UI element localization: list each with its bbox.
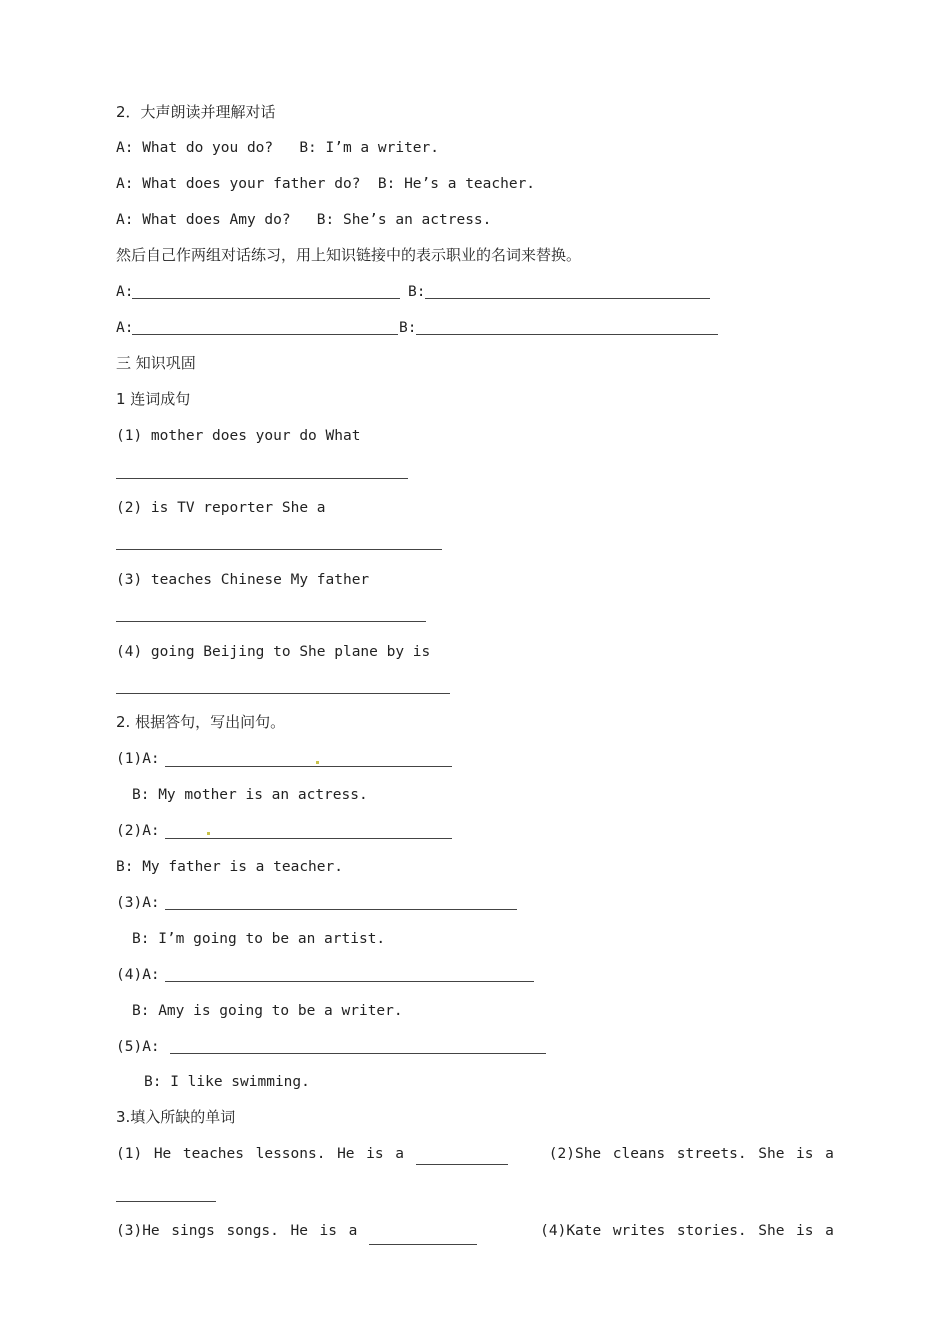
question-blank-1[interactable]: [165, 766, 452, 767]
fill-row-2: [116, 1221, 834, 1245]
answer-5: B: I like swimming.: [144, 1074, 310, 1090]
answer-2: B: My father is a teacher.: [116, 859, 343, 875]
scramble-answer-4[interactable]: [116, 693, 450, 694]
dialogue-line-1: A: What do you do? B: I’m a writer.: [116, 140, 440, 156]
fill-word: He: [337, 1146, 355, 1162]
fill-blank-1[interactable]: [416, 1144, 508, 1165]
fill-word: is: [796, 1223, 814, 1239]
fill-word: a: [348, 1223, 358, 1239]
practice-a-label-2: A:: [116, 320, 134, 336]
practice-a-blank-2[interactable]: [132, 334, 398, 335]
fill-blank-2[interactable]: [116, 1201, 216, 1202]
question-label-2: (2)A:: [116, 823, 160, 839]
fill-word: a: [825, 1223, 834, 1239]
question-label-4: (4)A:: [116, 967, 160, 983]
practice-b-blank-1[interactable]: [425, 298, 710, 299]
fill-blank-3[interactable]: [369, 1224, 477, 1245]
fill-word: sings: [171, 1223, 215, 1239]
question-blank-5[interactable]: [170, 1053, 546, 1054]
fill-row-1: [116, 1144, 834, 1165]
answer-4: B: Amy is going to be a writer.: [132, 1003, 403, 1019]
scramble-answer-3[interactable]: [116, 621, 426, 622]
fill-word: (4)Kate: [540, 1223, 602, 1239]
fill-word: a: [395, 1146, 404, 1162]
scramble-item-1: (1) mother does your do What: [116, 428, 361, 444]
fill-word: writes: [612, 1223, 666, 1239]
answer-3: B: I’m going to be an artist.: [132, 931, 386, 947]
fill-word: is: [319, 1223, 338, 1239]
fill-word: stories.: [676, 1223, 747, 1239]
dialogue-instruction: 然后自己作两组对话练习，用上知识链接中的表示职业的名词来替换。: [116, 246, 582, 264]
practice-b-label-1: B:: [408, 284, 426, 300]
fill-word: lessons.: [255, 1146, 326, 1162]
dialogue-line-2: A: What does your father do? B: He’s a teacher.: [116, 176, 536, 192]
fill-word: cleans: [612, 1146, 666, 1162]
fill-word: streets.: [676, 1146, 747, 1162]
part2-heading: 2. 根据答句，写出问句。: [116, 713, 286, 731]
scramble-item-2: (2) is TV reporter She a: [116, 500, 326, 516]
fill-word: (2)She: [548, 1146, 602, 1162]
scramble-item-3: (3) teaches Chinese My father: [116, 572, 370, 588]
fill-word: He: [153, 1146, 172, 1162]
practice-b-blank-2[interactable]: [416, 334, 718, 335]
question-blank-3[interactable]: [165, 909, 517, 910]
fill-word: (3)He: [116, 1223, 160, 1239]
section3-heading: 三 知识巩固: [116, 354, 196, 372]
dialogue-heading: 2．大声朗读并理解对话: [116, 103, 276, 121]
question-blank-4[interactable]: [165, 981, 534, 982]
answer-1: B: My mother is an actress.: [132, 787, 368, 803]
part1-heading: 1 连词成句: [116, 390, 191, 408]
fill-word: She: [758, 1146, 785, 1162]
stray-mark: [207, 832, 210, 835]
fill-word: is: [796, 1146, 814, 1162]
spacer: [519, 1144, 537, 1165]
fill-word: (1): [116, 1146, 143, 1162]
question-label-3: (3)A:: [116, 895, 160, 911]
practice-a-label-1: A:: [116, 284, 134, 300]
fill-word: She: [758, 1223, 785, 1239]
fill-word: is: [366, 1146, 384, 1162]
fill-word: teaches: [182, 1146, 244, 1162]
fill-word: songs.: [226, 1223, 279, 1239]
part3-heading: 3.填入所缺的单词: [116, 1108, 236, 1126]
practice-a-blank-1[interactable]: [132, 298, 400, 299]
question-blank-2[interactable]: [165, 838, 452, 839]
stray-mark: [316, 761, 319, 764]
scramble-item-4: (4) going Beijing to She plane by is: [116, 644, 431, 660]
scramble-answer-2[interactable]: [116, 549, 442, 550]
fill-word: a: [825, 1146, 834, 1162]
question-label-5: (5)A:: [116, 1039, 160, 1055]
practice-b-label-2: B:: [399, 320, 417, 336]
spacer: [489, 1221, 529, 1245]
fill-word: He: [290, 1223, 308, 1239]
scramble-answer-1[interactable]: [116, 478, 408, 479]
question-label-1: (1)A:: [116, 751, 160, 767]
dialogue-line-3: A: What does Amy do? B: She’s an actress.: [116, 212, 492, 228]
